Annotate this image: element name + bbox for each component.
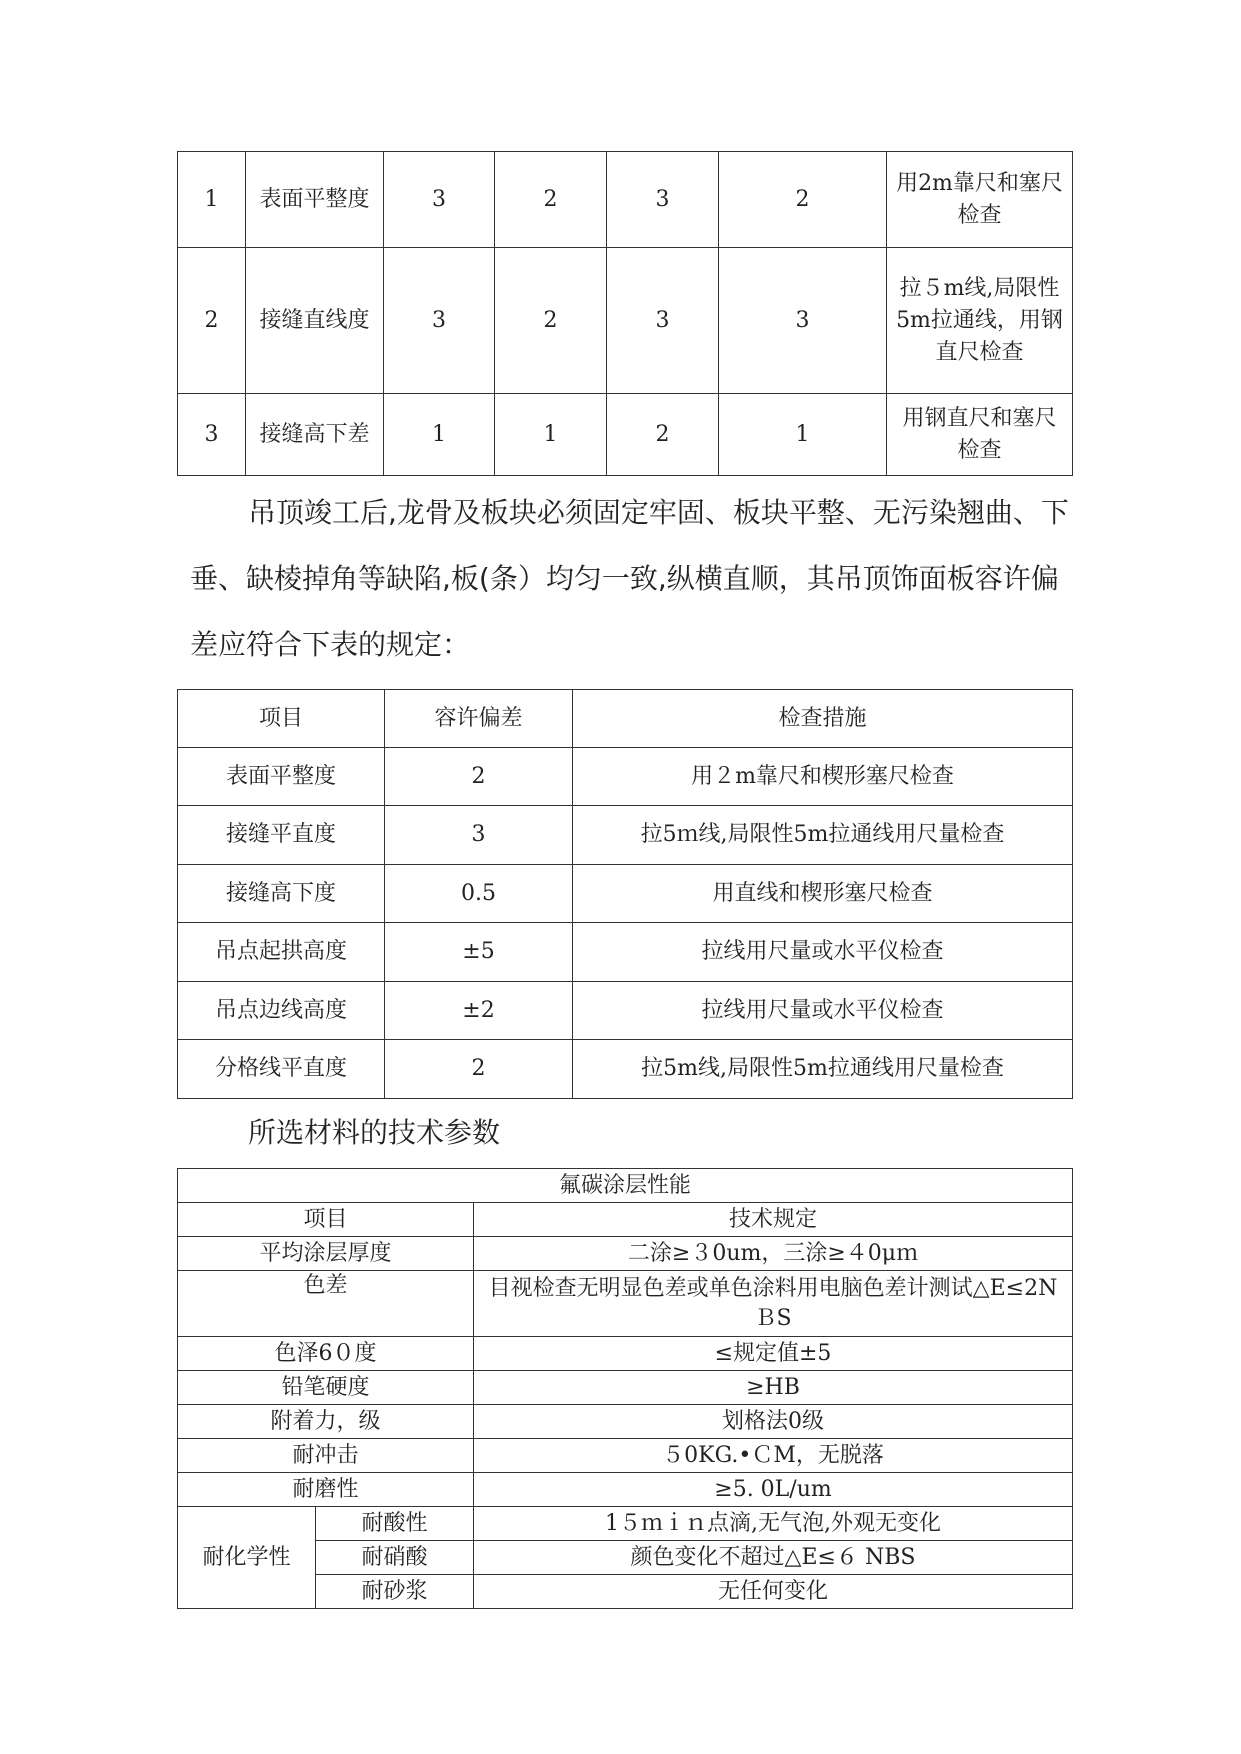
table-row <box>178 1439 1073 1473</box>
item-name: 铅笔硬度 <box>178 1371 474 1405</box>
value-cell: 3 <box>607 152 719 248</box>
tolerance-value: ±5 <box>385 923 573 982</box>
table-row <box>178 248 1073 394</box>
value-cell: 1 <box>495 394 607 476</box>
check-method: 拉5ｍ线,局限性5m拉通线用尺量检查 <box>573 806 1073 865</box>
table-row <box>178 1507 1073 1541</box>
item-name: 表面平整度 <box>178 748 385 806</box>
check-method: 用２m靠尺和楔形塞尺检查 <box>573 748 1073 806</box>
table-row <box>178 1337 1073 1371</box>
table-title-row <box>178 1169 1073 1203</box>
table-header-row <box>178 690 1073 748</box>
table-header-row <box>178 1203 1073 1237</box>
item-name: 接缝高下度 <box>178 865 385 923</box>
value-cell: 3 <box>607 248 719 394</box>
tolerance-value: 2 <box>385 748 573 806</box>
value-cell: 3 <box>719 248 887 394</box>
value-cell: 3 <box>384 152 495 248</box>
value-cell: 1 <box>384 394 495 476</box>
check-method: 拉５m线,局限性5m拉通线，用钢直尺检查 <box>887 248 1073 394</box>
column-header: 容许偏差 <box>385 690 573 748</box>
table-row <box>178 1237 1073 1271</box>
check-method: 拉5m线,局限性5m拉通线用尺量检查 <box>573 1040 1073 1099</box>
value-cell: 3 <box>384 248 495 394</box>
table-row <box>178 1371 1073 1405</box>
tolerance-value: 3 <box>385 806 573 865</box>
spec-value: 划格法0级 <box>474 1405 1073 1439</box>
item-name: 吊点边线高度 <box>178 982 385 1040</box>
table-row <box>178 923 1073 982</box>
item-name: 分格线平直度 <box>178 1040 385 1099</box>
item-name: 吊点起拱高度 <box>178 923 385 982</box>
column-header: 项目 <box>178 690 385 748</box>
item-name: 耐磨性 <box>178 1473 474 1507</box>
column-header: 技术规定 <box>474 1203 1073 1237</box>
spec-value: ≥HB <box>474 1371 1073 1405</box>
chem-group-label: 耐化学性 <box>178 1507 316 1609</box>
table-row <box>178 1271 1073 1337</box>
column-header: 检查措施 <box>573 690 1073 748</box>
spec-value: 1５ｍｉｎ点滴,无气泡,外观无变化 <box>474 1507 1073 1541</box>
coating-performance-table <box>177 1168 1073 1609</box>
item-name: 接缝平直度 <box>178 806 385 865</box>
spec-value: 颜色变化不超过△E≤６ NBS <box>474 1541 1073 1575</box>
value-cell: 2 <box>495 152 607 248</box>
table-row <box>178 865 1073 923</box>
table-row <box>178 152 1073 248</box>
column-header: 项目 <box>178 1203 474 1237</box>
item-name: 耐硝酸 <box>316 1541 474 1575</box>
item-name: 平均涂层厚度 <box>178 1237 474 1271</box>
value-cell: 1 <box>719 394 887 476</box>
item-name: 附着力，级 <box>178 1405 474 1439</box>
spec-value: 目视检查无明显色差或单色涂料用电脑色差计测试△E≤2NＢS <box>474 1271 1073 1337</box>
body-paragraph: 吊顶竣工后,龙骨及板块必须固定牢固、板块平整、无污染翘曲、下垂、缺棱掉角等缺陷,板(条）均匀一致,纵横直顺，其吊顶饰面板容许偏差应符合下表的规定： <box>190 496 1069 661</box>
table-row <box>178 394 1073 476</box>
table-title: 氟碳涂层性能 <box>178 1169 1073 1203</box>
spec-value: 无任何变化 <box>474 1575 1073 1609</box>
spec-value: 二涂≥３0um，三涂≥４0μｍ <box>474 1237 1073 1271</box>
spec-value: ５0KG.•ＣM，无脱落 <box>474 1439 1073 1473</box>
tolerance-table-1 <box>177 151 1073 476</box>
item-name: 色差 <box>178 1271 474 1337</box>
tolerance-value: 0.5 <box>385 865 573 923</box>
table-row <box>178 748 1073 806</box>
row-number: 3 <box>178 394 246 476</box>
item-name: 表面平整度 <box>246 152 384 248</box>
row-number: 2 <box>178 248 246 394</box>
table-row <box>178 1405 1073 1439</box>
item-name: 色泽6０度 <box>178 1337 474 1371</box>
table-row <box>178 1473 1073 1507</box>
spec-value: ≤规定值±5 <box>474 1337 1073 1371</box>
item-name: 耐砂浆 <box>316 1575 474 1609</box>
value-cell: 2 <box>719 152 887 248</box>
table-row <box>178 1040 1073 1099</box>
table-row <box>178 806 1073 865</box>
value-cell: 2 <box>607 394 719 476</box>
section-caption: 所选材料的技术参数 <box>248 1116 501 1149</box>
item-name: 接缝高下差 <box>246 394 384 476</box>
item-name: 耐酸性 <box>316 1507 474 1541</box>
item-name: 接缝直线度 <box>246 248 384 394</box>
check-method: 拉线用尺量或水平仪检查 <box>573 982 1073 1040</box>
ceiling-tolerance-table <box>177 689 1073 1099</box>
value-cell: 2 <box>495 248 607 394</box>
item-name: 耐冲击 <box>178 1439 474 1473</box>
check-method: 用直线和楔形塞尺检查 <box>573 865 1073 923</box>
table-row <box>178 982 1073 1040</box>
check-method: 用钢直尺和塞尺检查 <box>887 394 1073 476</box>
row-number: 1 <box>178 152 246 248</box>
tolerance-value: ±2 <box>385 982 573 1040</box>
check-method: 用2m靠尺和塞尺检查 <box>887 152 1073 248</box>
check-method: 拉线用尺量或水平仪检查 <box>573 923 1073 982</box>
spec-value: ≥5. 0L/um <box>474 1473 1073 1507</box>
tolerance-value: 2 <box>385 1040 573 1099</box>
